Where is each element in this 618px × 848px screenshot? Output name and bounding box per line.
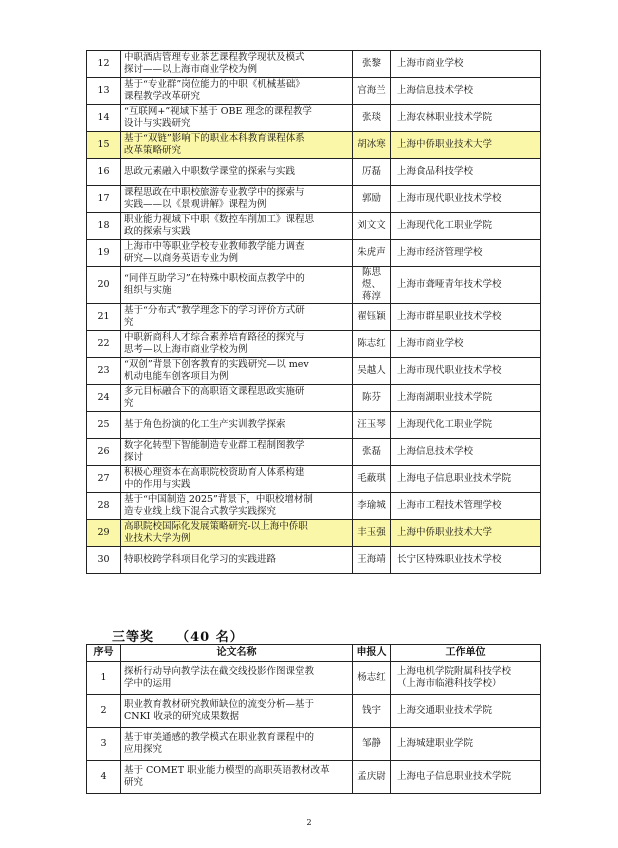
cell-author-line: 张琰 [361, 112, 381, 123]
award-table-continued-body [87, 51, 541, 574]
table-row [87, 439, 541, 466]
cell-org [391, 240, 541, 267]
cell-title [121, 493, 353, 520]
cell-org [391, 695, 541, 728]
cell-title-line: 究 [124, 317, 134, 328]
cell-title-line: 基于“中国制造 2025”背景下，中职校增材制 [124, 494, 313, 505]
cell-title-line: 职业教育教材研究教师缺位的流变分析—基于 [124, 699, 315, 710]
header-org: 工作单位 [391, 645, 541, 662]
cell-author [353, 547, 391, 574]
cell-org [391, 412, 541, 439]
cell-title-line: 机动电能车创客项目为例 [124, 371, 229, 382]
table-row [87, 213, 541, 240]
cell-author [353, 662, 391, 695]
cell-no: 28 [87, 493, 121, 520]
cell-title-line: 基于审美通感的教学模式在职业教育课程中的 [124, 732, 315, 743]
cell-author [353, 159, 391, 186]
cell-org-line: 上海交通职业技术学院 [397, 705, 493, 716]
cell-no: 19 [87, 240, 121, 267]
cell-title-line: 思政元素融入中职数学课堂的探索与实践 [124, 166, 296, 177]
cell-author [353, 213, 391, 240]
cell-org [391, 51, 541, 78]
cell-org-line: 上海中侨职业技术大学 [397, 139, 493, 150]
award-table-third-prize-body [87, 662, 541, 794]
cell-org-line: 上海电子信息职业技术学院 [397, 473, 512, 484]
cell-author-line: 宫海兰 [357, 85, 386, 96]
cell-org [391, 267, 541, 304]
table-row [87, 132, 541, 159]
cell-org [391, 213, 541, 240]
cell-title [121, 105, 353, 132]
table-row [87, 493, 541, 520]
cell-title [121, 78, 353, 105]
cell-title [121, 51, 353, 78]
table-header-row [87, 645, 541, 662]
cell-title-line: 造专业线上线下混合式教学实践探究 [124, 506, 277, 517]
cell-author-line: 陈志红 [357, 338, 386, 349]
cell-author-line: 蒋淳 [361, 291, 381, 302]
cell-author-line: 刘文文 [357, 220, 386, 231]
cell-org-line: 上海现代化工职业学院 [397, 419, 493, 430]
cell-title [121, 186, 353, 213]
cell-org [391, 78, 541, 105]
cell-author [353, 331, 391, 358]
cell-title [121, 358, 353, 385]
cell-author [353, 132, 391, 159]
table-row [87, 240, 541, 267]
cell-title-line: 改革策略研究 [124, 145, 182, 156]
section-count: （40 名） [176, 630, 244, 645]
cell-org-line: 上海食品科技学校 [397, 166, 474, 177]
cell-title [121, 547, 353, 574]
cell-org-line: 上海市商业学校 [397, 58, 464, 69]
cell-org-line: 上海信息技术学校 [397, 85, 474, 96]
cell-title [121, 304, 353, 331]
cell-title-line: 中职新商科人才综合素养培育路径的探究与 [124, 332, 305, 343]
cell-title-line: 中的作用与实践 [124, 479, 191, 490]
table-row [87, 695, 541, 728]
header-no: 序号 [87, 645, 121, 662]
cell-author [353, 728, 391, 761]
cell-author-line: 邹静 [361, 738, 381, 749]
cell-author [353, 439, 391, 466]
cell-title [121, 132, 353, 159]
cell-author [353, 105, 391, 132]
cell-org [391, 385, 541, 412]
cell-author-line: 汪玉琴 [357, 419, 386, 430]
cell-title [121, 385, 353, 412]
cell-org [391, 159, 541, 186]
cell-author [353, 695, 391, 728]
cell-no: 24 [87, 385, 121, 412]
award-table-continued [86, 50, 541, 574]
cell-author [353, 186, 391, 213]
cell-org-line: 上海市商业学校 [397, 338, 464, 349]
cell-org [391, 520, 541, 547]
cell-title-line: 探析行动导向教学法在截交线投影作图课堂教 [124, 666, 315, 677]
cell-author-line: 王海靖 [357, 554, 386, 565]
table-row [87, 728, 541, 761]
cell-author-line: 杨志红 [357, 672, 386, 683]
table-row [87, 78, 541, 105]
table-row [87, 51, 541, 78]
cell-author [353, 304, 391, 331]
cell-title-line: 基于角色扮演的化工生产实训教学探索 [124, 419, 286, 430]
cell-no: 16 [87, 159, 121, 186]
cell-title [121, 412, 353, 439]
cell-org-line: 上海信息技术学校 [397, 446, 474, 457]
cell-org-line: 上海城建职业学院 [397, 738, 474, 749]
table-row [87, 304, 541, 331]
cell-author-line: 丰玉强 [357, 527, 386, 538]
cell-author [353, 78, 391, 105]
cell-author [353, 466, 391, 493]
cell-title-line: 课程教学改革研究 [124, 91, 201, 102]
page-number: 2 [306, 818, 312, 827]
cell-title-line: 业技术大学为例 [124, 533, 191, 544]
cell-no: 21 [87, 304, 121, 331]
section-title: 三等奖 [112, 630, 155, 645]
cell-no: 12 [87, 51, 121, 78]
cell-title-line: 探讨——以上海市商业学校为例 [124, 64, 258, 75]
cell-author [353, 412, 391, 439]
table-row [87, 105, 541, 132]
cell-no: 3 [87, 728, 121, 761]
cell-no: 20 [87, 267, 121, 304]
table-row [87, 412, 541, 439]
cell-org-line: 上海电子信息职业技术学院 [397, 771, 512, 782]
cell-author [353, 761, 391, 794]
cell-org [391, 186, 541, 213]
cell-author [353, 267, 391, 304]
cell-org [391, 761, 541, 794]
cell-org [391, 662, 541, 695]
cell-author-line: 孟庆尉 [357, 771, 386, 782]
cell-org-line: 上海市现代职业技术学校 [397, 193, 502, 204]
cell-title [121, 213, 353, 240]
cell-no: 1 [87, 662, 121, 695]
cell-org [391, 728, 541, 761]
cell-title-line: 应用探究 [124, 744, 163, 755]
cell-title-line: 探讨 [124, 452, 144, 463]
cell-author-line: 厉磊 [361, 166, 381, 177]
cell-title-line: 课程思政在中职校旅游专业教学中的探索与 [124, 187, 305, 198]
cell-author-line: 毛蔽琪 [357, 473, 386, 484]
cell-title-line: 上海市中等职业学校专业教师教学能力调查 [124, 241, 305, 252]
cell-author-line: 张磊 [361, 446, 381, 457]
cell-no: 30 [87, 547, 121, 574]
cell-author-line: 朱虎声 [357, 247, 386, 258]
table-row [87, 520, 541, 547]
cell-title-line: 基于“专业群”岗位能力的中职《机械基础》 [124, 79, 305, 90]
cell-no: 13 [87, 78, 121, 105]
cell-title-line: 多元目标融合下的高职语文课程思政实施研 [124, 386, 305, 397]
cell-author [353, 520, 391, 547]
cell-author [353, 358, 391, 385]
cell-no: 15 [87, 132, 121, 159]
cell-title-line: 高职院校国际化发展策略研究-以上海中侨职 [124, 521, 308, 532]
cell-org-line: 上海南湖职业技术学院 [397, 392, 493, 403]
cell-author-line: 陈思煜、 [361, 267, 381, 290]
section-heading [112, 626, 244, 645]
cell-org-line: 上海市群星职业技术学校 [397, 311, 502, 322]
cell-title [121, 728, 353, 761]
cell-no: 29 [87, 520, 121, 547]
cell-author-line: 陈芬 [361, 392, 381, 403]
cell-no: 26 [87, 439, 121, 466]
cell-org [391, 547, 541, 574]
cell-title [121, 695, 353, 728]
cell-title [121, 466, 353, 493]
cell-author-line: 翟钰颖 [357, 311, 386, 322]
cell-org [391, 105, 541, 132]
cell-title-line: 特职校跨学科项目化学习的实践进路 [124, 554, 277, 565]
cell-title-line: 数字化转型下智能制造专业群工程制图教学 [124, 440, 305, 451]
cell-author-line: 郭励 [361, 193, 381, 204]
cell-org [391, 132, 541, 159]
table-row [87, 186, 541, 213]
cell-author-line: 李瑜城 [357, 500, 386, 511]
cell-org [391, 493, 541, 520]
cell-org-line: 上海中侨职业技术大学 [397, 527, 493, 538]
table-row [87, 547, 541, 574]
table-row [87, 385, 541, 412]
cell-org-line: 长宁区特殊职业技术学校 [397, 554, 502, 565]
cell-org-line: 上海市经济管理学校 [397, 247, 483, 258]
cell-no: 22 [87, 331, 121, 358]
table-row [87, 331, 541, 358]
cell-title-line: 积极心理资本在高职院校资助育人体系构建 [124, 467, 305, 478]
cell-title-line: 中职酒店管理专业茶艺课程教学现状及模式 [124, 52, 305, 63]
cell-org [391, 466, 541, 493]
cell-title-line: 究 [124, 398, 134, 409]
cell-no: 17 [87, 186, 121, 213]
cell-title [121, 761, 353, 794]
cell-title [121, 267, 353, 304]
cell-author-line: 胡冰寒 [357, 139, 386, 150]
cell-title-line: 研究 [124, 777, 144, 788]
cell-title-line: 实践——以《景观讲解》课程为例 [124, 199, 267, 210]
cell-title-line: “双创”背景下创客教育的实践研究—以 mev [124, 359, 309, 370]
cell-org [391, 358, 541, 385]
cell-no: 23 [87, 358, 121, 385]
cell-org-line: 上海现代化工职业学院 [397, 220, 493, 231]
award-table-third-prize [86, 644, 541, 794]
cell-title-line: 基于“分布式”教学理念下的学习评价方式研 [124, 305, 305, 316]
cell-title [121, 439, 353, 466]
cell-org-line: 上海电机学院附属科技学校 [397, 666, 512, 677]
cell-org-line: 上海农林职业技术学院 [397, 112, 493, 123]
cell-org-line: 上海市现代职业技术学校 [397, 365, 502, 376]
cell-org-line: （上海市临港科技学校） [397, 678, 502, 689]
table-row [87, 267, 541, 304]
table-row [87, 159, 541, 186]
cell-author [353, 493, 391, 520]
cell-title-line: 设计与实践研究 [124, 118, 191, 129]
cell-no: 18 [87, 213, 121, 240]
cell-title-line: 研究—以商务英语专业为例 [124, 253, 239, 264]
cell-title [121, 520, 353, 547]
table-row [87, 662, 541, 695]
cell-org-line: 上海市聋哑青年技术学校 [397, 279, 502, 290]
cell-title [121, 159, 353, 186]
cell-author-line: 钱宇 [361, 705, 381, 716]
cell-no: 27 [87, 466, 121, 493]
cell-org [391, 439, 541, 466]
cell-no: 2 [87, 695, 121, 728]
cell-title [121, 662, 353, 695]
cell-org [391, 331, 541, 358]
cell-title-line: “同伴互助学习”在特殊中职校面点教学中的 [124, 273, 305, 284]
cell-title-line: 基于“双链”影响下的职业本科教育课程体系 [124, 133, 305, 144]
table-row [87, 358, 541, 385]
cell-author-line: 吴越人 [357, 365, 386, 376]
cell-no: 14 [87, 105, 121, 132]
cell-title-line: 政的探索与实践 [124, 226, 191, 237]
cell-title-line: 学中的运用 [124, 678, 172, 689]
cell-author [353, 385, 391, 412]
cell-no: 25 [87, 412, 121, 439]
cell-title [121, 240, 353, 267]
cell-title-line: 基于 COMET 职业能力模型的高职英语教材改革 [124, 765, 330, 776]
cell-title-line: 组织与实施 [124, 285, 172, 296]
cell-title-line: “互联网+”视域下基于 OBE 理念的课程教学 [124, 106, 312, 117]
table-row [87, 761, 541, 794]
cell-no: 4 [87, 761, 121, 794]
cell-title [121, 331, 353, 358]
header-title: 论文名称 [121, 645, 353, 662]
cell-org-line: 上海市工程技术管理学校 [397, 500, 502, 511]
table-row [87, 466, 541, 493]
cell-title-line: 职业能力视域下中职《数控车削加工》课程思 [124, 214, 315, 225]
cell-title-line: CNKI 收录的研究成果数据 [124, 711, 239, 722]
cell-title-line: 思考—以上海市商业学校为例 [124, 344, 248, 355]
cell-author [353, 51, 391, 78]
cell-org [391, 304, 541, 331]
cell-author-line: 张黎 [361, 58, 381, 69]
header-author: 申报人 [353, 645, 391, 662]
cell-author [353, 240, 391, 267]
